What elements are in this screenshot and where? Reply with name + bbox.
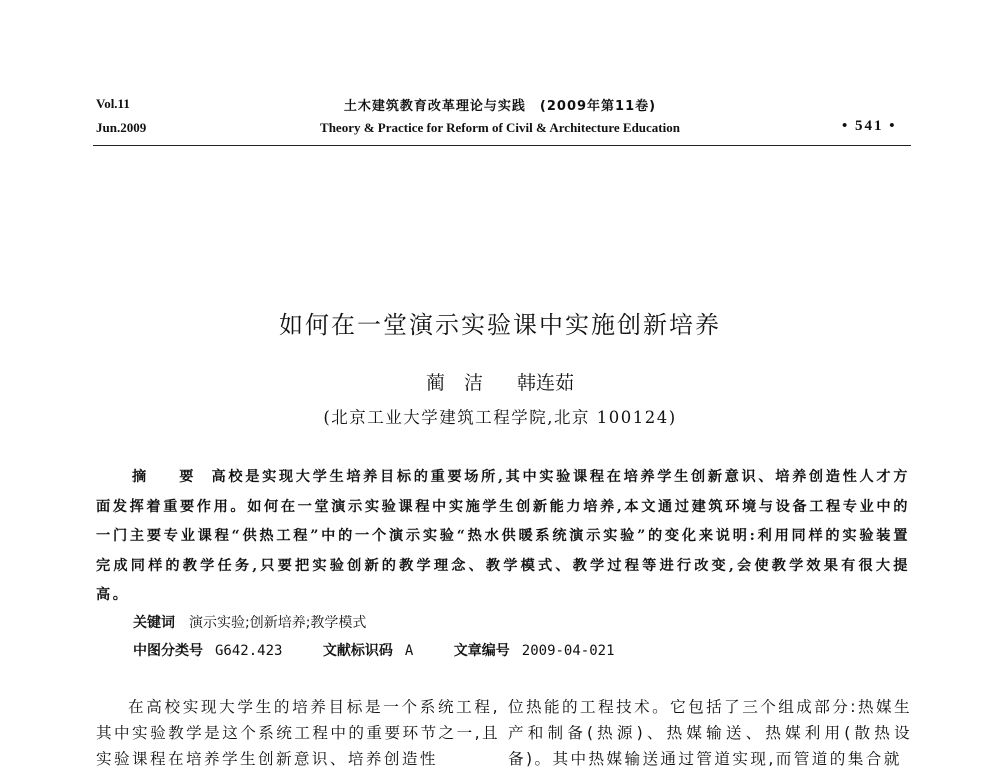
body-column-left: 在高校实现大学生的培养目标是一个系统工程,其中实验教学是这个系统工程中的重要环节之一,且实验课程在培养学生创新意识、培养创造性 <box>96 698 500 768</box>
article-no-value: 2009-04-021 <box>521 643 615 659</box>
keywords-label: 关键词 <box>133 615 175 631</box>
body-column-right: 位热能的工程技术。它包括了三个组成部分:热媒生产和制备(热源)、热媒输送、热媒利用(散热设备)。其中热媒输送通过管道实现,而管道的集合就 <box>508 698 912 768</box>
author-name: 韩连茹 <box>517 372 575 394</box>
author-name: 蔺 洁 <box>425 372 483 394</box>
abstract-label: 摘 要 <box>132 469 208 485</box>
classification-line <box>133 640 615 660</box>
header-rule <box>93 145 911 146</box>
clc-value: G642.423 <box>215 643 283 659</box>
page-number: • 541 • <box>842 118 897 134</box>
issue-date: Jun.2009 <box>96 120 147 135</box>
volume-label: Vol.11 <box>96 96 130 111</box>
abstract <box>96 463 910 611</box>
doc-code-value: A <box>404 643 414 659</box>
author-list <box>0 368 1000 395</box>
journal-title-cn: 土木建筑教育改革理论与实践 (2009年第11卷) <box>343 99 657 114</box>
keywords-text: 演示实验;创新培养;教学模式 <box>189 615 367 631</box>
abstract-text: 高校是实现大学生培养目标的重要场所,其中实验课程在培养学生创新意识、培养创造性人才方面发挥着重要作用。如何在一堂演示实验课程中实施学生创新能力培养,本文通过建筑环境与设备工程专业中的一门主要专业课程“供热工程”中的一个演示实验“热水供暖系统演示实验”的变化来说明:利用同样的实验装置完成同样的教学任务,只要把实验创新的教学理念、教学模式、教学过程等进行改变,会使教学效果有很大提高。 <box>96 469 910 604</box>
clc-label: 中图分类号 <box>133 643 203 659</box>
affiliation: (北京工业大学建筑工程学院,北京 100124) <box>323 408 677 427</box>
article-title: 如何在一堂演示实验课中实施创新培养 <box>279 311 721 339</box>
journal-title-en: Theory & Practice for Reform of Civil & Architecture Education <box>320 120 680 135</box>
article-no-label: 文章编号 <box>453 643 510 659</box>
keywords-line <box>133 612 366 632</box>
doc-code-label: 文献标识码 <box>322 643 393 659</box>
